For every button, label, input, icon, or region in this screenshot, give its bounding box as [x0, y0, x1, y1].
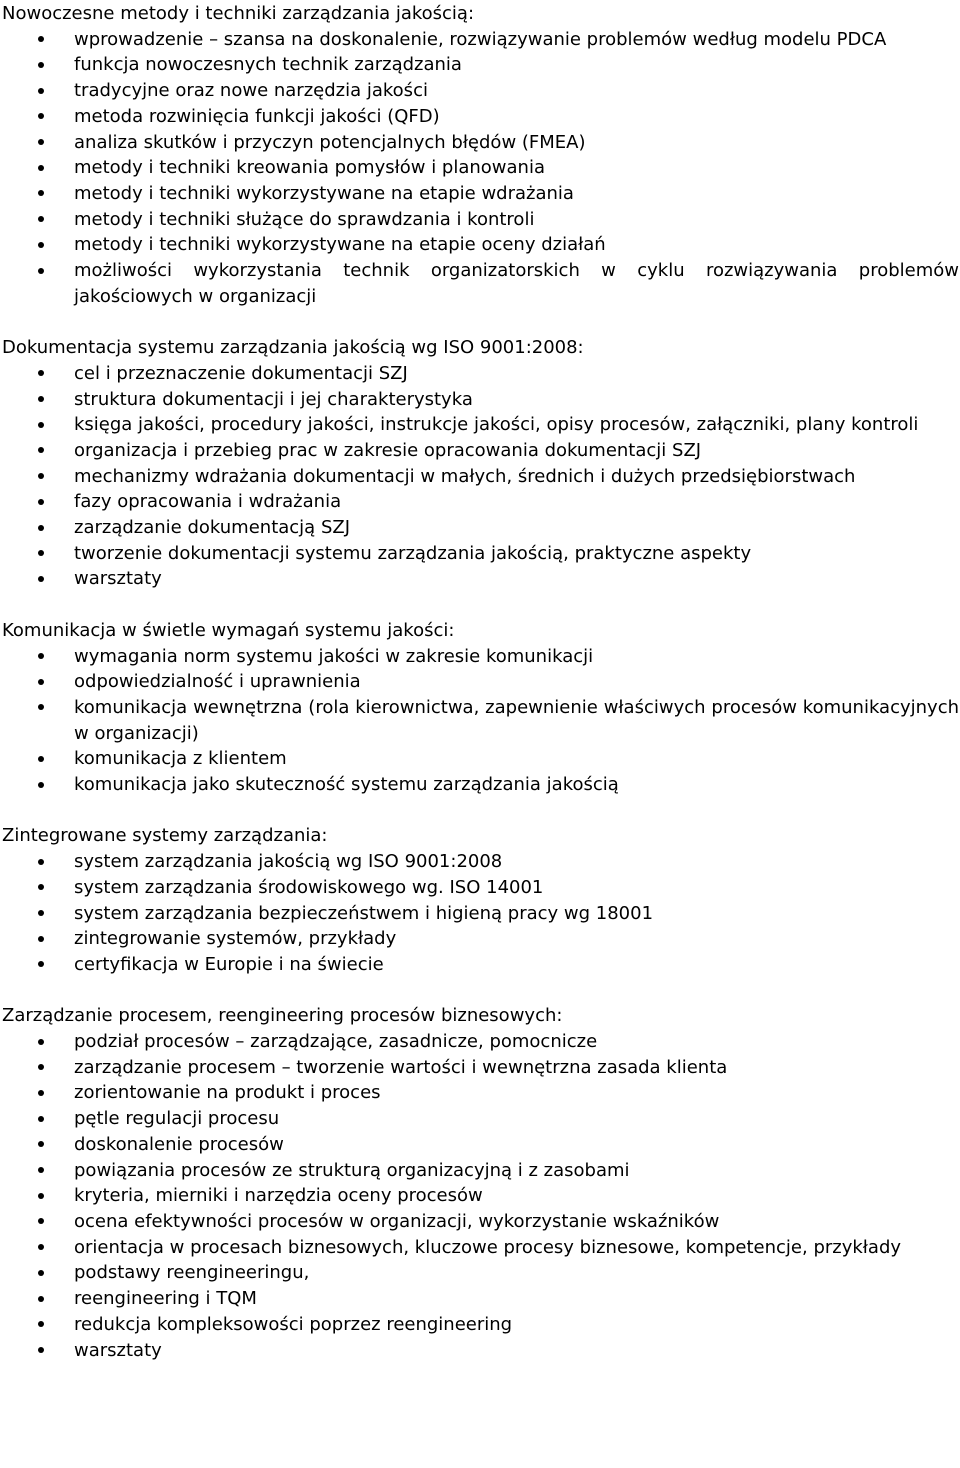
list-item: certyfikacja w Europie i na świecie — [2, 952, 959, 978]
list-item: mechanizmy wdrażania dokumentacji w małych, średnich i dużych przedsiębiorstwach — [2, 464, 959, 490]
document-body — [2, 1, 959, 1389]
list-item: księga jakości, procedury jakości, instrukcje jakości, opisy procesów, załączniki, plany kontroli — [2, 412, 959, 438]
list-item: system zarządzania bezpieczeństwem i higieną pracy wg 18001 — [2, 901, 959, 927]
list-item: orientacja w procesach biznesowych, kluczowe procesy biznesowe, kompetencje, przykłady — [2, 1235, 959, 1261]
list-item: metody i techniki kreowania pomysłów i planowania — [2, 155, 959, 181]
list-item: komunikacja jako skuteczność systemu zarządzania jakością — [2, 772, 959, 798]
list-item: fazy opracowania i wdrażania — [2, 489, 959, 515]
list-item: cel i przeznaczenie dokumentacji SZJ — [2, 361, 959, 387]
list-item: odpowiedzialność i uprawnienia — [2, 669, 959, 695]
list-item: komunikacja z klientem — [2, 746, 959, 772]
section-heading: Zarządzanie procesem, reengineering procesów biznesowych: — [2, 1005, 563, 1027]
list-item: system zarządzania środowiskowego wg. ISO 14001 — [2, 875, 959, 901]
list-item: funkcja nowoczesnych technik zarządzania — [2, 52, 959, 78]
list-item: ocena efektywności procesów w organizacji, wykorzystanie wskaźników — [2, 1209, 959, 1235]
list-item: metody i techniki służące do sprawdzania i kontroli — [2, 207, 959, 233]
list-item: podstawy reengineeringu, — [2, 1260, 959, 1286]
list-item: organizacja i przebieg prac w zakresie opracowania dokumentacji SZJ — [2, 438, 959, 464]
content-section — [2, 335, 959, 592]
section-heading: Nowoczesne metody i techniki zarządzania jakością: — [2, 3, 475, 24]
list-item: metoda rozwinięcia funkcji jakości (QFD) — [2, 104, 959, 130]
list-item: zarządzanie dokumentacją SZJ — [2, 515, 959, 541]
list-item: system zarządzania jakością wg ISO 9001:2008 — [2, 849, 959, 875]
bullet-list — [2, 849, 959, 978]
list-item: zarządzanie procesem – tworzenie wartości i wewnętrzna zasada klienta — [2, 1055, 959, 1081]
list-item: tworzenie dokumentacji systemu zarządzania jakością, praktyczne aspekty — [2, 541, 959, 567]
list-item: warsztaty — [2, 1338, 959, 1364]
list-item: analiza skutków i przyczyn potencjalnych błędów (FMEA) — [2, 130, 959, 156]
list-item: wprowadzenie – szansa na doskonalenie, rozwiązywanie problemów według modelu PDCA — [2, 27, 959, 53]
content-section — [2, 1, 959, 309]
list-item: metody i techniki wykorzystywane na etapie wdrażania — [2, 181, 959, 207]
list-item: podział procesów – zarządzające, zasadnicze, pomocnicze — [2, 1029, 959, 1055]
list-item: kryteria, mierniki i narzędzia oceny procesów — [2, 1183, 959, 1209]
list-item: wymagania norm systemu jakości w zakresie komunikacji — [2, 644, 959, 670]
section-heading: Komunikacja w świetle wymagań systemu jakości: — [2, 619, 455, 641]
bullet-list — [2, 644, 959, 798]
bullet-list — [2, 27, 959, 310]
list-item: zorientowanie na produkt i proces — [2, 1080, 959, 1106]
list-item: metody i techniki wykorzystywane na etapie oceny działań — [2, 232, 959, 258]
list-item: pętle regulacji procesu — [2, 1106, 959, 1132]
list-item: możliwości wykorzystania technik organizatorskich w cyklu rozwiązywania problemów jakościowych w organizacji — [2, 258, 959, 309]
list-item: tradycyjne oraz nowe narzędzia jakości — [2, 78, 959, 104]
section-heading: Zintegrowane systemy zarządzania: — [2, 825, 328, 847]
list-item: komunikacja wewnętrzna (rola kierownictwa, zapewnienie właściwych procesów komunikacyjnych w organizacji) — [2, 695, 959, 746]
list-item: doskonalenie procesów — [2, 1132, 959, 1158]
content-section — [2, 823, 959, 977]
section-heading: Dokumentacja systemu zarządzania jakością wg ISO 9001:2008: — [2, 337, 584, 359]
bullet-list — [2, 1029, 959, 1363]
list-item: struktura dokumentacji i jej charakterystyka — [2, 387, 959, 413]
list-item: powiązania procesów ze strukturą organizacyjną i z zasobami — [2, 1158, 959, 1184]
bullet-list — [2, 361, 959, 592]
content-section — [2, 1003, 959, 1363]
list-item: zintegrowanie systemów, przykłady — [2, 926, 959, 952]
list-item: reengineering i TQM — [2, 1286, 959, 1312]
content-section — [2, 618, 959, 798]
list-item: warsztaty — [2, 566, 959, 592]
list-item: redukcja kompleksowości poprzez reengineering — [2, 1312, 959, 1338]
